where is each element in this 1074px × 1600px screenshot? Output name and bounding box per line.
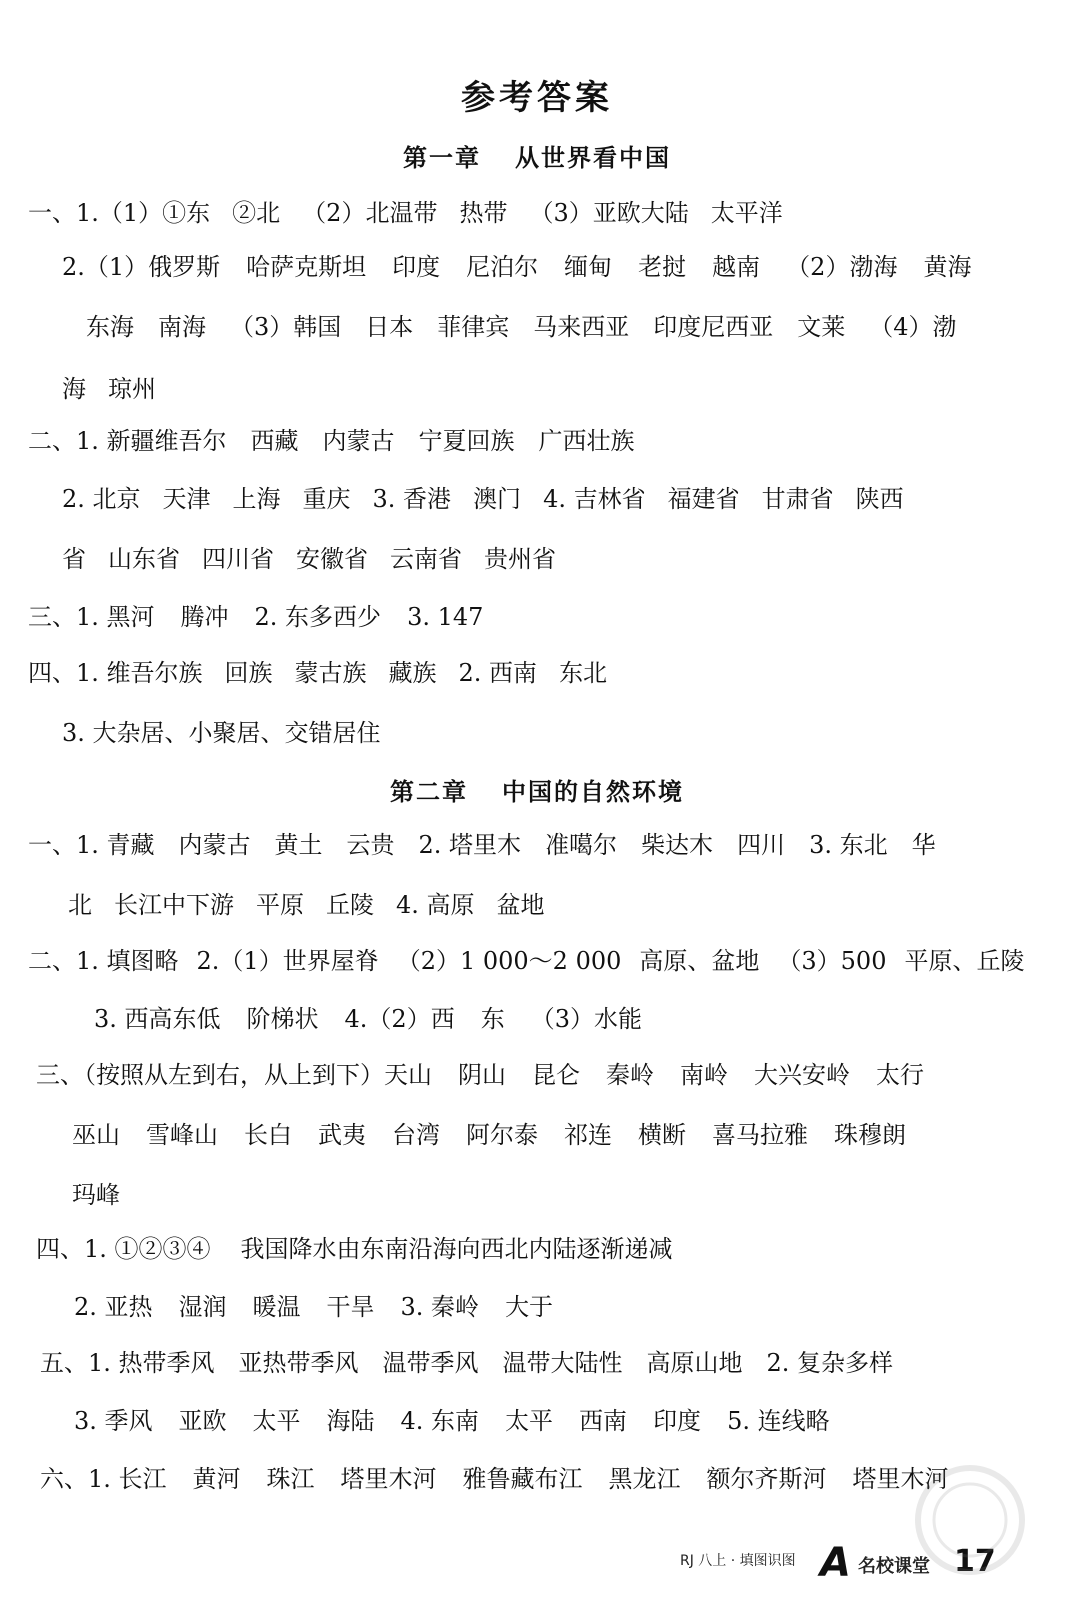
answer-item: 甘肃省 bbox=[761, 485, 834, 513]
answer-item: 腾冲 bbox=[180, 603, 229, 631]
answer-item: 昆仑 bbox=[532, 1061, 580, 1089]
answer-item: 一、1. 青藏 bbox=[28, 831, 155, 859]
answer-item: 温带季风 bbox=[382, 1349, 479, 1377]
answer-item: 塔里木河 bbox=[852, 1465, 949, 1493]
answer-item: 南岭 bbox=[680, 1061, 728, 1089]
answer-item: 二、1. 新疆维吾尔 bbox=[28, 427, 227, 455]
answer-item: 2.（1）世界屋脊 bbox=[196, 947, 379, 975]
answer-item: 大于 bbox=[505, 1293, 554, 1321]
answer-line bbox=[36, 1232, 673, 1266]
answer-line bbox=[74, 1404, 830, 1438]
answer-item: 藏族 bbox=[388, 659, 437, 687]
answer-line bbox=[72, 1118, 906, 1152]
answer-item: 二、1. 填图略 bbox=[28, 947, 179, 975]
watermark-seal-icon bbox=[880, 1460, 1060, 1590]
answer-item: 蒙古族 bbox=[294, 659, 367, 687]
answer-item: 天津 bbox=[162, 485, 211, 513]
answer-item: 3. 季风 bbox=[74, 1407, 153, 1435]
answer-item: 2. 塔里木 bbox=[418, 831, 522, 859]
answer-item: 柴达木 bbox=[641, 831, 714, 859]
answer-item: 干旱 bbox=[326, 1293, 375, 1321]
answer-item: （2）1 000～2 000 bbox=[396, 947, 622, 975]
answer-item: 陕西 bbox=[855, 485, 904, 513]
answer-item: 太平 bbox=[505, 1407, 554, 1435]
answer-line bbox=[74, 1290, 553, 1324]
answer-item: ②北 bbox=[232, 199, 281, 227]
answer-item: （3）韩国 bbox=[230, 313, 342, 341]
answer-item: 2. 北京 bbox=[62, 485, 141, 513]
answer-item: 重庆 bbox=[302, 485, 351, 513]
answer-item: 云南省 bbox=[390, 545, 462, 573]
answer-item: 亚欧 bbox=[178, 1407, 227, 1435]
answer-item: 阿尔泰 bbox=[466, 1121, 538, 1149]
answer-item: 西藏 bbox=[250, 427, 299, 455]
answer-item: 南海 bbox=[158, 313, 206, 341]
answer-item: 安徽省 bbox=[296, 545, 368, 573]
answer-item: 云贵 bbox=[346, 831, 395, 859]
answer-item: 2.（1）俄罗斯 bbox=[62, 253, 221, 281]
answer-item: 长江中下游 bbox=[114, 891, 234, 919]
answer-item: 盆地 bbox=[496, 891, 545, 919]
answer-item: 华 bbox=[911, 831, 936, 859]
answer-line bbox=[62, 482, 904, 516]
answer-item: 喜马拉雅 bbox=[712, 1121, 808, 1149]
answer-item: 暖温 bbox=[252, 1293, 301, 1321]
answer-item: 3. 秦岭 bbox=[400, 1293, 480, 1321]
answer-item: 内蒙古 bbox=[178, 831, 251, 859]
answer-item: 哈萨克斯坦 bbox=[246, 253, 367, 281]
answer-line bbox=[40, 1346, 893, 1380]
answer-line bbox=[28, 944, 1024, 978]
answer-item: 额尔齐斯河 bbox=[706, 1465, 827, 1493]
answer-item: 海 bbox=[62, 375, 86, 403]
answer-item: 高原山地 bbox=[646, 1349, 743, 1377]
answer-item: 越南 bbox=[712, 253, 761, 281]
answer-item: 2. 复杂多样 bbox=[766, 1349, 894, 1377]
brand-logo-text: 名校课堂 bbox=[858, 1556, 930, 1577]
answer-line bbox=[62, 372, 156, 406]
answer-item: 尼泊尔 bbox=[466, 253, 539, 281]
answer-item: 台湾 bbox=[392, 1121, 440, 1149]
answer-item: （3）亚欧大陆 bbox=[529, 199, 689, 227]
answer-item: 祁连 bbox=[564, 1121, 612, 1149]
answer-item: 北 bbox=[68, 891, 92, 919]
answer-item: （4）渤 bbox=[869, 313, 957, 341]
answer-item: 温带大陆性 bbox=[502, 1349, 623, 1377]
answer-item: 雪峰山 bbox=[146, 1121, 218, 1149]
answer-item: （2）渤海 bbox=[786, 253, 898, 281]
answer-line bbox=[72, 1178, 120, 1212]
answer-item: 菲律宾 bbox=[437, 313, 510, 341]
answer-item: 大兴安岭 bbox=[754, 1061, 850, 1089]
answer-item: 3. 147 bbox=[407, 603, 484, 631]
answer-item: 四川 bbox=[737, 831, 786, 859]
answer-item: 巫山 bbox=[72, 1121, 120, 1149]
answer-item: 长白 bbox=[244, 1121, 292, 1149]
answer-line bbox=[68, 888, 545, 922]
answer-item: 西南 bbox=[579, 1407, 628, 1435]
answer-item: 六、1. 长江 bbox=[40, 1465, 167, 1493]
answer-item: 一、1.（1）①东 bbox=[28, 199, 211, 227]
answer-item: 贵州省 bbox=[484, 545, 556, 573]
answer-item: 湿润 bbox=[178, 1293, 227, 1321]
answer-item: 高原、盆地 bbox=[639, 947, 760, 975]
answer-item: 东 bbox=[480, 1005, 505, 1033]
answer-item: 太行 bbox=[876, 1061, 924, 1089]
answer-item: 三、1. 黑河 bbox=[28, 603, 155, 631]
chapter-1-name: 从世界看中国 bbox=[515, 144, 671, 172]
chapter-1-heading bbox=[0, 138, 1074, 173]
answer-item: 4. 吉林省 bbox=[543, 485, 646, 513]
answer-item: 文莱 bbox=[797, 313, 846, 341]
answer-line bbox=[28, 656, 607, 690]
answer-item: 黑龙江 bbox=[608, 1465, 681, 1493]
chapter-1-label: 第一章 bbox=[403, 144, 481, 172]
answer-item: 阶梯状 bbox=[246, 1005, 319, 1033]
answer-item: 福建省 bbox=[667, 485, 740, 513]
answer-item: （3）500 bbox=[777, 947, 887, 975]
answer-item: （3）水能 bbox=[530, 1005, 642, 1033]
answer-item: 平原、丘陵 bbox=[904, 947, 1025, 975]
answer-item: 海陆 bbox=[326, 1407, 375, 1435]
answer-item: 2. 西南 bbox=[458, 659, 538, 687]
answer-item: 宁夏回族 bbox=[418, 427, 515, 455]
answer-item: 玛峰 bbox=[72, 1181, 120, 1209]
answer-line bbox=[40, 1462, 949, 1496]
page-title: 参考答案 bbox=[461, 78, 613, 118]
answer-item: 日本 bbox=[365, 313, 414, 341]
answer-item: 3. 香港 bbox=[372, 485, 452, 513]
answer-item: 武夷 bbox=[318, 1121, 366, 1149]
answer-item: 2. 东多西少 bbox=[254, 603, 382, 631]
answer-item: 东海 bbox=[86, 313, 134, 341]
answer-item: 印度 bbox=[653, 1407, 702, 1435]
answer-item: 印度 bbox=[392, 253, 441, 281]
answer-line bbox=[28, 424, 635, 458]
answer-item: 热带 bbox=[459, 199, 508, 227]
answer-item: 黄土 bbox=[274, 831, 323, 859]
answer-item: 珠穆朗 bbox=[834, 1121, 906, 1149]
answer-item: 黄海 bbox=[923, 253, 972, 281]
answer-line bbox=[62, 542, 556, 576]
answer-line bbox=[28, 828, 936, 862]
answer-item: 丘陵 bbox=[326, 891, 374, 919]
answer-item: 我国降水由东南沿海向西北内陆逐渐递减 bbox=[240, 1235, 673, 1263]
answer-item: 上海 bbox=[232, 485, 281, 513]
answer-item: 横断 bbox=[638, 1121, 686, 1149]
answer-item: 平原 bbox=[256, 891, 304, 919]
answer-item: 缅甸 bbox=[564, 253, 613, 281]
answer-item: 东北 bbox=[559, 659, 608, 687]
answer-line bbox=[62, 250, 971, 284]
answer-item: 山东省 bbox=[108, 545, 180, 573]
footer-book-code: RJ 八上 · 填图识图 bbox=[680, 1553, 796, 1569]
answer-item: 雅鲁藏布江 bbox=[462, 1465, 583, 1493]
answer-item: （2）北温带 bbox=[302, 199, 438, 227]
answer-item: 5. 连线略 bbox=[727, 1407, 830, 1435]
answer-item: 太平 bbox=[252, 1407, 301, 1435]
brand-logo-letter: A bbox=[820, 1540, 851, 1586]
answer-item: 2. 亚热 bbox=[74, 1293, 153, 1321]
answer-item: 省 bbox=[62, 545, 86, 573]
answer-item: 印度尼西亚 bbox=[653, 313, 774, 341]
answer-item: 阴山 bbox=[458, 1061, 506, 1089]
answer-item: 3. 大杂居、小聚居、交错居住 bbox=[62, 719, 381, 747]
answer-item: 五、1. 热带季风 bbox=[40, 1349, 215, 1377]
answer-item: 回族 bbox=[224, 659, 273, 687]
answer-item: 准噶尔 bbox=[545, 831, 618, 859]
answer-item: 3. 西高东低 bbox=[94, 1005, 221, 1033]
answer-item: 塔里木河 bbox=[340, 1465, 437, 1493]
answer-item: 4. 东南 bbox=[400, 1407, 480, 1435]
answer-item: 广西壮族 bbox=[538, 427, 635, 455]
answer-item: 秦岭 bbox=[606, 1061, 654, 1089]
answer-item: 老挝 bbox=[638, 253, 687, 281]
answer-line bbox=[86, 310, 957, 344]
answer-item: 琼州 bbox=[108, 375, 156, 403]
answer-line bbox=[28, 600, 483, 634]
answer-item: 澳门 bbox=[473, 485, 522, 513]
answer-item: 四川省 bbox=[202, 545, 274, 573]
answer-line bbox=[94, 1002, 642, 1036]
answer-item: 四、1. 维吾尔族 bbox=[28, 659, 203, 687]
answer-line bbox=[36, 1058, 924, 1092]
answer-line bbox=[28, 196, 783, 230]
answer-item: 内蒙古 bbox=[322, 427, 395, 455]
chapter-2-heading bbox=[0, 772, 1074, 807]
answer-item: 3. 东北 bbox=[809, 831, 888, 859]
chapter-2-label: 第二章 bbox=[390, 778, 468, 806]
answer-item: 三、（按照从左到右，从上到下）天山 bbox=[36, 1061, 432, 1089]
answer-item: 黄河 bbox=[192, 1465, 241, 1493]
answer-item: 四、1. ①②③④ bbox=[36, 1235, 211, 1263]
answer-item: 马来西亚 bbox=[533, 313, 630, 341]
answer-item: 太平洋 bbox=[710, 199, 783, 227]
answer-item: 4. 高原 bbox=[396, 891, 475, 919]
answer-item: 珠江 bbox=[266, 1465, 315, 1493]
answer-item: 4.（2）西 bbox=[344, 1005, 455, 1033]
answer-line bbox=[62, 716, 381, 750]
chapter-2-name: 中国的自然环境 bbox=[502, 778, 684, 806]
page-number: 17 bbox=[954, 1544, 996, 1579]
answer-item: 亚热带季风 bbox=[238, 1349, 359, 1377]
